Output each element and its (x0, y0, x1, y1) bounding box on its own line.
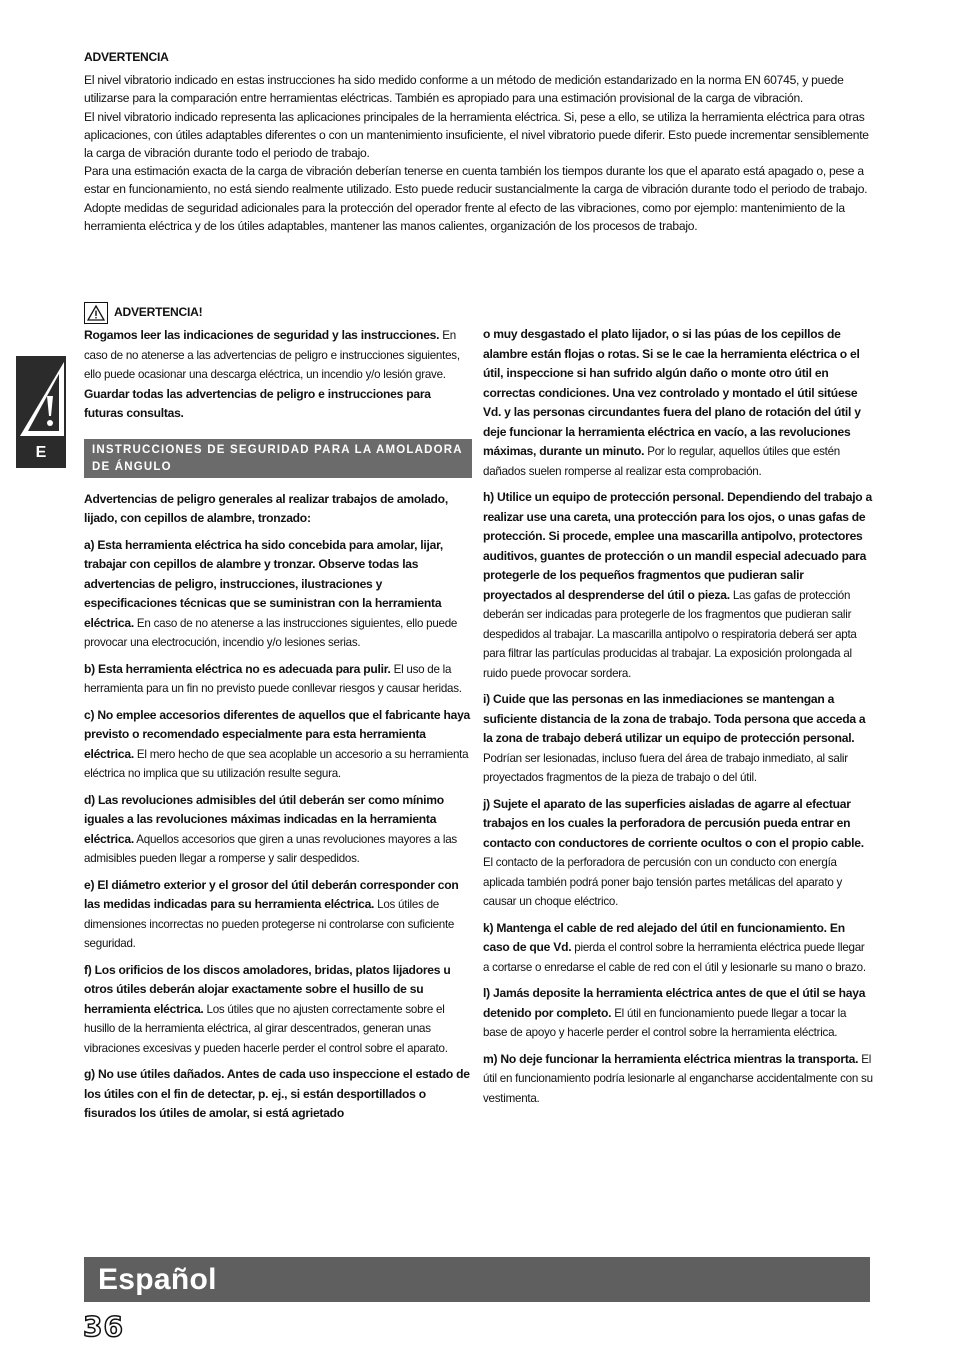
item-normal: El útil en funcionamiento podría lesionarle al engancharse accidentalmente con su vestimenta. (483, 1052, 873, 1105)
warning-icon (84, 302, 108, 324)
warning-keep-paragraph (84, 385, 472, 424)
safety-item (84, 536, 472, 653)
item-normal: Los útiles de dimensiones incorrectas no pueden protegerse ni controlarse con suficiente seguridad. (84, 898, 455, 950)
warning-bold-text: Rogamos leer las indicaciones de seguridad y las instrucciones. (84, 328, 440, 342)
item-normal: pierda el control sobre la herramienta eléctrica puede llegar a cortarse o enredarse el cable de red con el útil y lesionarle su mano o brazo. (483, 941, 866, 974)
vibration-warning-heading: ADVERTENCIA (84, 50, 169, 64)
item-bold: a) Esta herramienta eléctrica ha sido concebida para amolar, lijar, trabajar con cepillos de alambre y tronzar. Observe todas las advertencias de peligro, instrucciones, ilustraciones y especificaciones técnicas que se suministran con la herramienta eléctrica. (84, 537, 443, 630)
item-bold: l) Jamás deposite la herramienta eléctrica antes de que el útil se haya detenido por completo. (483, 986, 866, 1020)
warning-normal-text: En caso de no atenerse a las advertencias de peligro e instrucciones siguientes, ello puede ocasionar una descarga eléctrica, un incendio y/o lesión grave. (84, 329, 460, 381)
vibration-paragraph: Adopte medidas de seguridad adicionales para la protección del operador frente al efecto de las vibraciones, como por ejemplo: mantenimiento de la herramienta eléctrica y de los útiles adaptables, mantener las manos calientes, organización de los procesos de trabajo. (84, 200, 845, 233)
item-bold: o muy desgastado el plato lijador, o si las púas de los cepillos de alambre están flojas o rotas. Si se le cae la herramienta eléctrica o el útil, inspeccione si han sufrido algún daño o monte otro útil en correctas condiciones. Una vez controlado y montado el útil sitúese Vd. y las personas circundantes fuera del plano de rotación del útil y deje funcionar la herramienta eléctrica en vacío, a las revoluciones máximas, durante un minuto. (483, 327, 861, 458)
item-normal: Podrían ser lesionadas, incluso fuera del área de trabajo inmediato, al salir proyectados fragmentos de la pieza de trabajo o del útil. (483, 751, 848, 784)
item-normal: Aquellos accesorios que giren a unas revoluciones mayores a las admisibles pueden llegar a romperse y salir despedidos. (84, 832, 457, 865)
item-bold: b) Esta herramienta eléctrica no es adecuada para pulir. (84, 661, 391, 676)
vibration-warning-block (84, 48, 870, 235)
item-bold: g) No use útiles dañados. Antes de cada uso inspeccione el estado de los útiles con el fin de detectar, p. ej., si están desportillados o fisurados los útiles de amolar, si está agrietado (84, 1067, 470, 1120)
language-footer-bar: Español (84, 1257, 870, 1302)
safety-item (483, 984, 873, 1043)
safety-item (483, 488, 873, 683)
item-normal: El uso de la herramienta para un fin no previsto puede conllevar riesgos y causar heridas. (84, 662, 462, 695)
safety-item (483, 1050, 873, 1109)
warning-triangle-icon (16, 358, 66, 438)
safety-item (483, 919, 873, 978)
item-bold: c) No emplee accesorios diferentes de aquellos que el fabricante haya previsto o recomendado especialmente para esta herramienta eléctrica. (84, 707, 471, 761)
warning-paragraph (84, 326, 472, 385)
right-column (483, 325, 873, 1115)
warning-keep-text: Guardar todas las advertencias de peligro e instrucciones para futuras consultas. (84, 386, 431, 420)
item-normal: El útil en funcionamiento puede llegar a tocar la base de apoyo y hacerle perder el control sobre la herramienta eléctrica. (483, 1006, 847, 1039)
language-letter: E (35, 444, 47, 461)
item-bold: k) Mantenga el cable de red alejado del útil en funcionamiento. En caso de que Vd. (483, 920, 845, 954)
intro-text: Advertencias de peligro generales al realizar trabajos de amolado, lijado, con cepillos de alambre, tronzado: (84, 491, 448, 525)
left-column (84, 302, 472, 1131)
item-bold: i) Cuide que las personas en las inmediaciones se mantengan a suficiente distancia de la zona de trabajo. Toda persona que acceda a la zona de trabajo deberá utilizar un equipo de protección personal. (483, 692, 866, 745)
safety-item (84, 876, 472, 954)
item-normal: En caso de no atenerse a las instrucciones siguientes, ello puede provocar una electrocución, incendio y/o lesiones serias. (84, 616, 458, 649)
safety-item (84, 706, 472, 784)
item-normal: Por lo regular, aquellos útiles que estén dañados suelen romperse al realizar esta comprobación. (483, 445, 840, 478)
page-number: 36 (83, 1310, 124, 1343)
safety-item (483, 690, 873, 788)
safety-item (84, 660, 472, 699)
item-normal: Los útiles que no ajusten correctamente sobre el husillo de la herramienta eléctrica, al girar descentrados, generan unas vibraciones excesivas y pueden hacerle perder el control sobre el aparato. (84, 1002, 448, 1055)
language-side-tab (16, 356, 66, 468)
warning-heading-text: ADVERTENCIA! (114, 305, 203, 320)
item-bold: d) Las revoluciones admisibles del útil deberán ser como mínimo iguales a las revoluciones máximas indicadas en la herramienta eléctrica. (84, 792, 444, 846)
vibration-paragraph: Para una estimación exacta de la carga de vibración deberían tenerse en cuenta también los tiempos durante los que el aparato está apagado o, pese a estar en funcionamiento, no está siendo realmente utilizado. Esto puede reducir sustancialmente la carga de vibración durante todo el periodo de trabajo. (84, 164, 868, 197)
item-bold: j) Sujete el aparato de las superficies aisladas de agarre al efectuar trabajos en los cuales la perforadora de percusión pueda entrar en contacto con conductores de corriente ocultos o con el propio cable. (483, 796, 864, 850)
vibration-paragraph: El nivel vibratorio indicado en estas instrucciones ha sido medido conforme a un método de medición estandarizado en la norma EN 60745, y puede utilizarse para la comparación entre herramientas eléctricas. También es apropiado para una estimación provisional de la carga de vibración. (84, 73, 844, 106)
item-bold: m) No deje funcionar la herramienta eléctrica mientras la transporta. (483, 1051, 859, 1066)
item-bold: e) El diámetro exterior y el grosor del útil deberán corresponder con las medidas indicadas para su herramienta eléctrica. (84, 877, 459, 911)
vibration-paragraph: El nivel vibratorio indicado representa las aplicaciones principales de la herramienta eléctrica. Si, pese a ello, se utiliza la herramienta eléctrica para otras aplicaciones, con útiles adaptables diferentes o con un mantenimiento insuficiente, el nivel vibratorio puede diferir. Esto puede incrementar sensiblemente la carga de vibración durante todo el periodo de trabajo. (84, 109, 869, 161)
item-normal: Las gafas de protección deberán ser indicadas para protegerle de los fragmentos que pudieran salir despedidos al trabajar. La mascarilla antipolvo o respiratoria deberá ser apta para filtrar las partículas producidas al trabajar. La exposición prolongada al ruido puede provocar sordera. (483, 588, 857, 680)
item-normal: El mero hecho de que sea acoplable un accesorio a su herramienta eléctrica no implica que su utilización resulte segura. (84, 747, 469, 780)
section-title-bar: INSTRUCCIONES DE SEGURIDAD PARA LA AMOLADORA DE ÁNGULO (84, 439, 472, 478)
safety-item (84, 961, 472, 1059)
safety-item (84, 791, 472, 869)
safety-item (84, 1065, 472, 1124)
item-bold: f) Los orificios de los discos amoladores, bridas, platos lijadores u otros útiles deberán alojar exactamente sobre el husillo de su herramienta eléctrica. (84, 962, 451, 1016)
safety-item (483, 325, 873, 481)
warning-heading (84, 302, 472, 324)
safety-item (483, 795, 873, 912)
item-bold: h) Utilice un equipo de protección personal. Dependiendo del trabajo a realizar use una careta, una protección para los ojos, o unas gafas de protección. Si procede, emplee una mascarilla antipolvo, protectores auditivos, guantes de protección o un mandil especial adecuado para protegerle de los pequeños fragmentos que pudieran salir proyectados al desprenderse del útil o pieza. (483, 490, 873, 602)
intro-paragraph (84, 490, 472, 529)
item-normal: El contacto de la perforadora de percusión con un conducto con energía aplicada también podrá poner bajo tensión partes metálicas del aparato y causar un choque eléctrico. (483, 856, 843, 908)
